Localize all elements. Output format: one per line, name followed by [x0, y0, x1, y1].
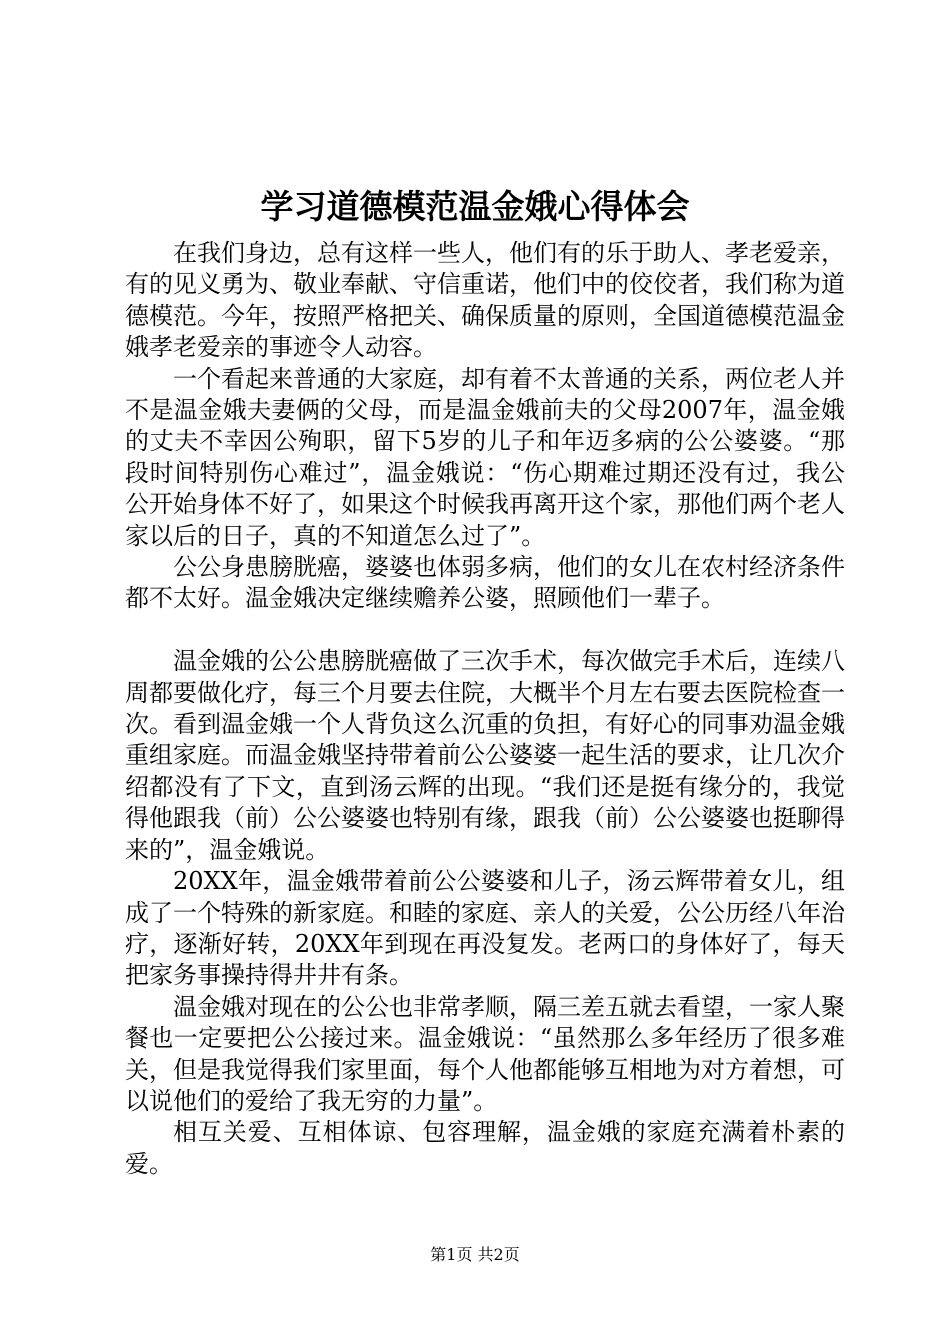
paragraph-6: 温金娥对现在的公公也非常孝顺，隔三差五就去看望，一家人聚餐也一定要把公公接过来。温金娥说：“虽然那么多年经历了很多难关，但是我觉得我们家里面，每个人他都能够互相地为对方着想，可以说他们的爱给了我无穷的力量”。: [125, 992, 845, 1115]
document-body: [125, 238, 845, 1180]
paragraph-2: 一个看起来普通的大家庭，却有着不太普通的关系，两位老人并不是温金娥夫妻俩的父母，而是温金娥前夫的父母2007年，温金娥的丈夫不幸因公殉职，留下5岁的儿子和年迈多病的公公婆婆。“那段时间特别伤心难过”，温金娥说：“伤心期难过期还没有过，我公公开始身体不好了，如果这个时候我再离开这个家，那他们两个老人家以后的日子，真的不知道怎么过了”。: [125, 364, 845, 550]
blank-line: [125, 615, 845, 646]
paragraph-4: 温金娥的公公患膀胱癌做了三次手术，每次做完手术后，连续八周都要做化疗，每三个月要去住院，大概半个月左右要去医院检查一次。看到温金娥一个人背负这么沉重的负担，有好心的同事劝温金娥重组家庭。而温金娥坚持带着前公公婆婆一起生活的要求，让几次介绍都没有了下文，直到汤云辉的出现。“我们还是挺有缘分的，我觉得他跟我（前）公公婆婆也特别有缘，跟我（前）公公婆婆也挺聊得来的”，温金娥说。: [125, 647, 845, 864]
page-footer: 第1页 共2页: [430, 1245, 520, 1264]
paragraph-5: 20XX年，温金娥带着前公公婆婆和儿子，汤云辉带着女儿，组成了一个特殊的新家庭。和睦的家庭、亲人的关爱，公公历经八年治疗，逐渐好转，20XX年到现在再没复发。老两口的身体好了，每天把家务事操持得井井有条。: [125, 867, 845, 990]
paragraph-7: 相互关爱、互相体谅、包容理解，温金娥的家庭充满着朴素的爱。: [125, 1118, 845, 1178]
document-title: 学习道德模范温金娥心得体会: [260, 187, 690, 226]
paragraph-1: 在我们身边，总有这样一些人，他们有的乐于助人、孝老爱亲，有的见义勇为、敬业奉献、守信重诺，他们中的佼佼者，我们称为道德模范。今年，按照严格把关、确保质量的原则，全国道德模范温金娥孝老爱亲的事迹令人动容。: [125, 239, 845, 362]
paragraph-3: 公公身患膀胱癌，婆婆也体弱多病，他们的女儿在农村经济条件都不太好。温金娥决定继续赡养公婆，照顾他们一辈子。: [125, 553, 845, 613]
